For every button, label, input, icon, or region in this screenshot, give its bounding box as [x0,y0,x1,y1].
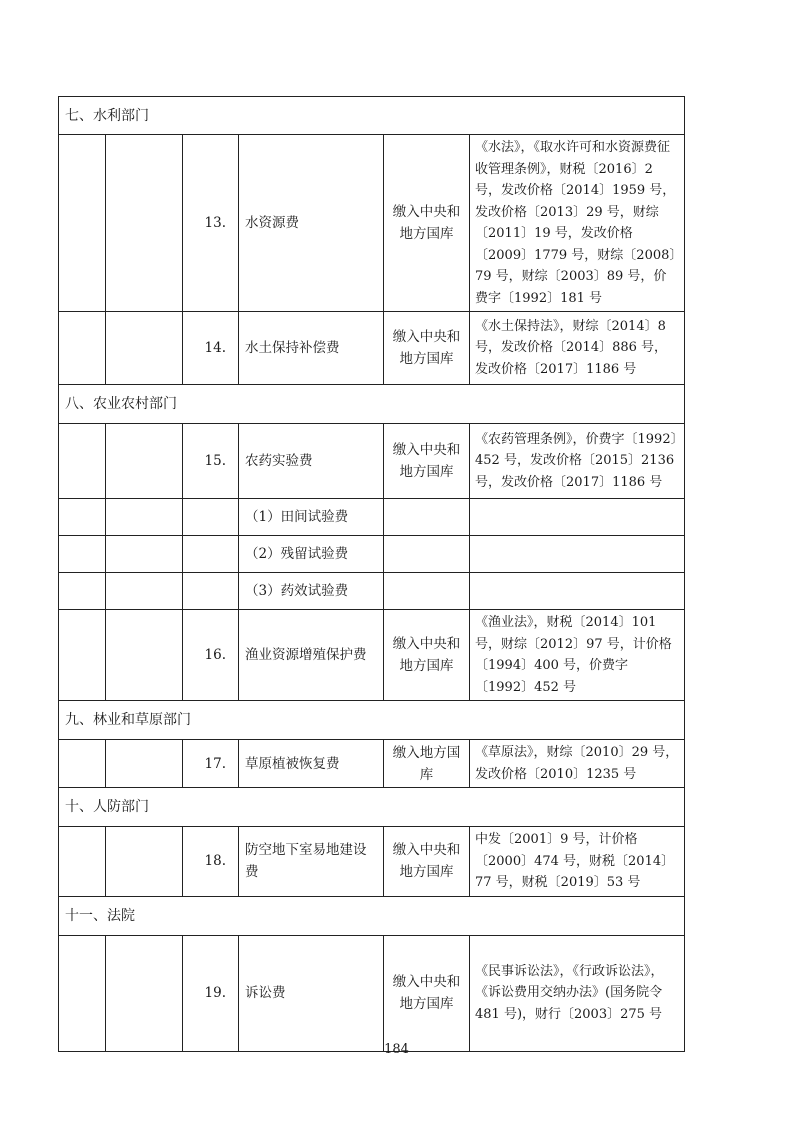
table-row [59,135,685,312]
empty-cell [183,573,239,610]
table-row [59,740,685,788]
item-number: 16. [183,610,239,701]
empty-cell [106,424,183,499]
item-basis: 《渔业法》，财税〔2014〕101 号，财综〔2012〕97 号，计价格〔1994〕400 号，价费字〔1992〕452 号 [470,610,685,701]
item-destination: 缴入中央和地方国库 [384,610,470,701]
empty-cell [59,827,106,897]
empty-cell [59,499,106,536]
empty-cell [106,827,183,897]
item-basis: 中发〔2001〕9 号，计价格〔2000〕474 号，财税〔2014〕77 号，财税〔2019〕53 号 [470,827,685,897]
item-number: 19. [183,935,239,1051]
item-basis: 《草原法》，财综〔2010〕29 号，发改价格〔2010〕1235 号 [470,740,685,788]
item-basis: 《民事诉讼法》，《行政诉讼法》，《诉讼费用交纳办法》(国务院令 481 号)，财行〔2003〕275 号 [470,935,685,1051]
empty-cell [106,610,183,701]
item-destination: 缴入地方国库 [384,740,470,788]
table-row [59,424,685,499]
item-number: 14. [183,312,239,385]
item-name: 渔业资源增殖保护费 [239,610,384,701]
table-row [59,312,685,385]
empty-cell [470,536,685,573]
table-row [59,935,685,1051]
item-number: 15. [183,424,239,499]
sub-item-name: （2）残留试验费 [239,536,384,573]
empty-cell [384,536,470,573]
empty-cell [384,499,470,536]
item-number: 17. [183,740,239,788]
empty-cell [106,536,183,573]
item-name: 水资源费 [239,135,384,312]
empty-cell [384,573,470,610]
item-number: 18. [183,827,239,897]
item-name: 防空地下室易地建设费 [239,827,384,897]
empty-cell [470,499,685,536]
item-name: 草原植被恢复费 [239,740,384,788]
section-row [59,701,685,740]
sub-item-name: （3）药效试验费 [239,573,384,610]
empty-cell [59,135,106,312]
sub-item-row [59,573,685,610]
item-destination: 缴入中央和地方国库 [384,827,470,897]
empty-cell [183,536,239,573]
section-row [59,896,685,935]
section-title: 十、人防部门 [59,788,685,827]
table-row [59,610,685,701]
item-basis: 《水法》，《取水许可和水资源费征收管理条例》，财税〔2016〕2 号，发改价格〔2014〕1959 号，发改价格〔2013〕29 号，财综〔2011〕19 号，发改价格〔2009〕1779 号，财综〔2008〕79 号，财综〔2003〕89 号，价费字〔1992〕181 号 [470,135,685,312]
section-row [59,97,685,135]
item-name: 农药实验费 [239,424,384,499]
item-destination: 缴入中央和地方国库 [384,312,470,385]
sub-item-row [59,499,685,536]
empty-cell [59,424,106,499]
section-title: 七、水利部门 [59,97,685,135]
empty-cell [183,499,239,536]
section-title: 八、农业农村部门 [59,385,685,424]
empty-cell [59,740,106,788]
empty-cell [59,573,106,610]
section-row [59,385,685,424]
sub-item-row [59,536,685,573]
empty-cell [59,536,106,573]
empty-cell [106,573,183,610]
fee-table [58,96,685,1052]
empty-cell [59,610,106,701]
empty-cell [106,499,183,536]
empty-cell [106,135,183,312]
item-name: 诉讼费 [239,935,384,1051]
empty-cell [106,312,183,385]
item-basis: 《水土保持法》，财综〔2014〕8 号，发改价格〔2014〕886 号，发改价格〔2017〕1186 号 [470,312,685,385]
item-destination: 缴入中央和地方国库 [384,935,470,1051]
page-number: 184 [384,1042,409,1057]
item-number: 13. [183,135,239,312]
item-name: 水土保持补偿费 [239,312,384,385]
section-row [59,788,685,827]
item-destination: 缴入中央和地方国库 [384,135,470,312]
sub-item-name: （1）田间试验费 [239,499,384,536]
item-destination: 缴入中央和地方国库 [384,424,470,499]
empty-cell [59,312,106,385]
empty-cell [106,935,183,1051]
table-row [59,827,685,897]
item-basis: 《农药管理条例》，价费字〔1992〕452 号，发改价格〔2015〕2136 号，发改价格〔2017〕1186 号 [470,424,685,499]
section-title: 十一、法院 [59,896,685,935]
section-title: 九、林业和草原部门 [59,701,685,740]
empty-cell [106,740,183,788]
empty-cell [59,935,106,1051]
empty-cell [470,573,685,610]
